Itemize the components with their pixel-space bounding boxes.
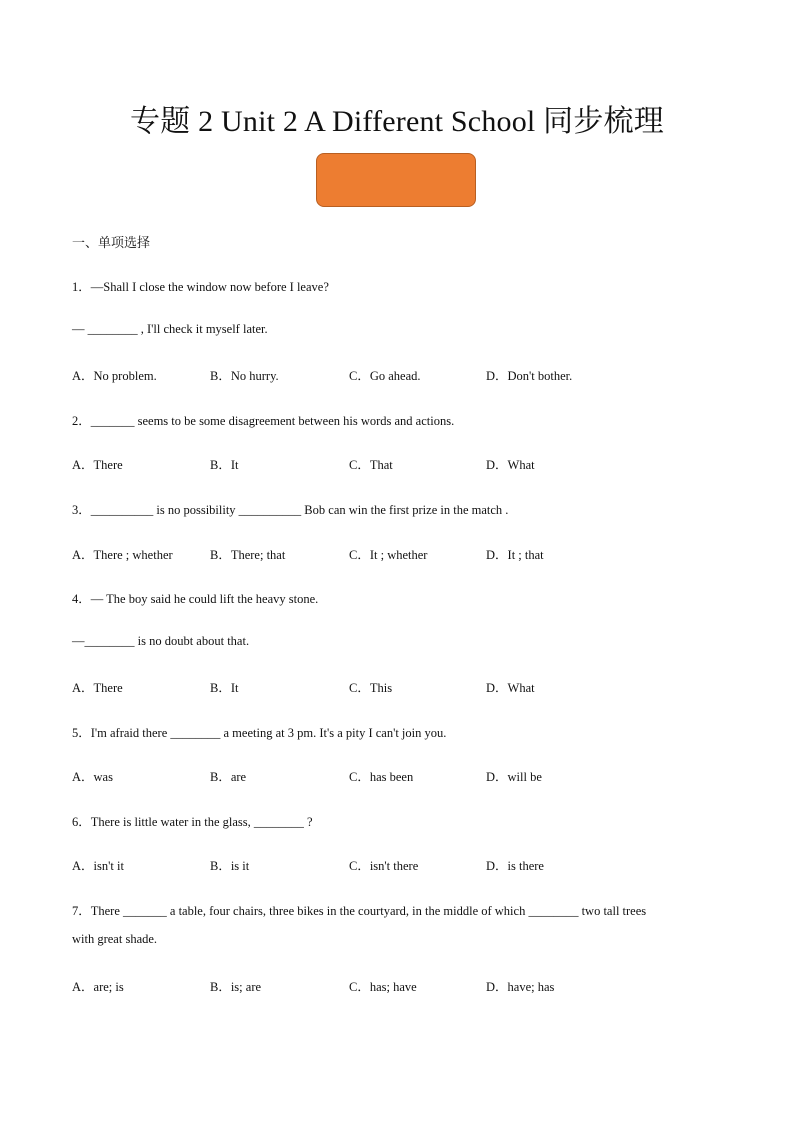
- option-d: D．It ; that: [486, 548, 544, 562]
- question-5-options: [72, 767, 722, 785]
- question-7-stem-continued: with great shade.: [72, 932, 158, 946]
- option-d: D．is there: [486, 859, 544, 873]
- question-2-stem: 2．_______ seems to be some disagreement between his words and actions.: [72, 414, 455, 428]
- option-d: D．have; has: [486, 980, 555, 994]
- question-1-options: [72, 366, 722, 384]
- option-c: C．has; have: [349, 980, 417, 994]
- option-d: D．What: [486, 681, 535, 695]
- option-a: A．No problem.: [72, 369, 157, 383]
- option-b: B．It: [210, 681, 239, 695]
- option-d: D．will be: [486, 770, 542, 784]
- question-4-stem: 4．— The boy said he could lift the heavy stone.: [72, 592, 319, 606]
- option-c: C．Go ahead.: [349, 369, 421, 383]
- option-b: B．are: [210, 770, 247, 784]
- question-7-stem: 7．There _______ a table, four chairs, three bikes in the courtyard, in the middle of which ________ two tall trees: [72, 904, 647, 918]
- option-b: B．No hurry.: [210, 369, 279, 383]
- option-a: A．was: [72, 770, 113, 784]
- option-c: C．It ; whether: [349, 548, 428, 562]
- option-d: D．What: [486, 458, 535, 472]
- question-7-options: [72, 977, 722, 995]
- question-6-stem: 6．There is little water in the glass, ________ ?: [72, 815, 313, 829]
- section-heading: 一、单项选择: [72, 236, 151, 251]
- question-4-options: [72, 678, 722, 696]
- question-4-answer-line: —________ is no doubt about that.: [72, 634, 250, 648]
- question-2-options: [72, 455, 722, 473]
- option-c: C．has been: [349, 770, 414, 784]
- option-a: A．are; is: [72, 980, 124, 994]
- option-c: C．That: [349, 458, 393, 472]
- section-banner: [316, 153, 476, 207]
- option-a: A．There: [72, 458, 123, 472]
- option-b: B．There; that: [210, 548, 286, 562]
- option-d: D．Don't bother.: [486, 369, 573, 383]
- question-1-stem: 1．—Shall I close the window now before I leave?: [72, 280, 329, 294]
- question-5-stem: 5．I'm afraid there ________ a meeting at 3 pm. It's a pity I can't join you.: [72, 726, 447, 740]
- question-3-stem: 3．__________ is no possibility __________ Bob can win the first prize in the match .: [72, 503, 509, 517]
- option-c: C．isn't there: [349, 859, 419, 873]
- option-b: B．It: [210, 458, 239, 472]
- page-title: 专题 2 Unit 2 A Different School 同步梳理: [130, 105, 664, 138]
- question-6-options: [72, 856, 722, 874]
- option-c: C．This: [349, 681, 393, 695]
- option-b: B．is it: [210, 859, 250, 873]
- option-a: A．isn't it: [72, 859, 124, 873]
- question-3-options: [72, 545, 722, 563]
- question-1-answer-line: — ________ , I'll check it myself later.: [72, 322, 268, 336]
- option-a: A．There ; whether: [72, 548, 173, 562]
- option-a: A．There: [72, 681, 123, 695]
- option-b: B．is; are: [210, 980, 262, 994]
